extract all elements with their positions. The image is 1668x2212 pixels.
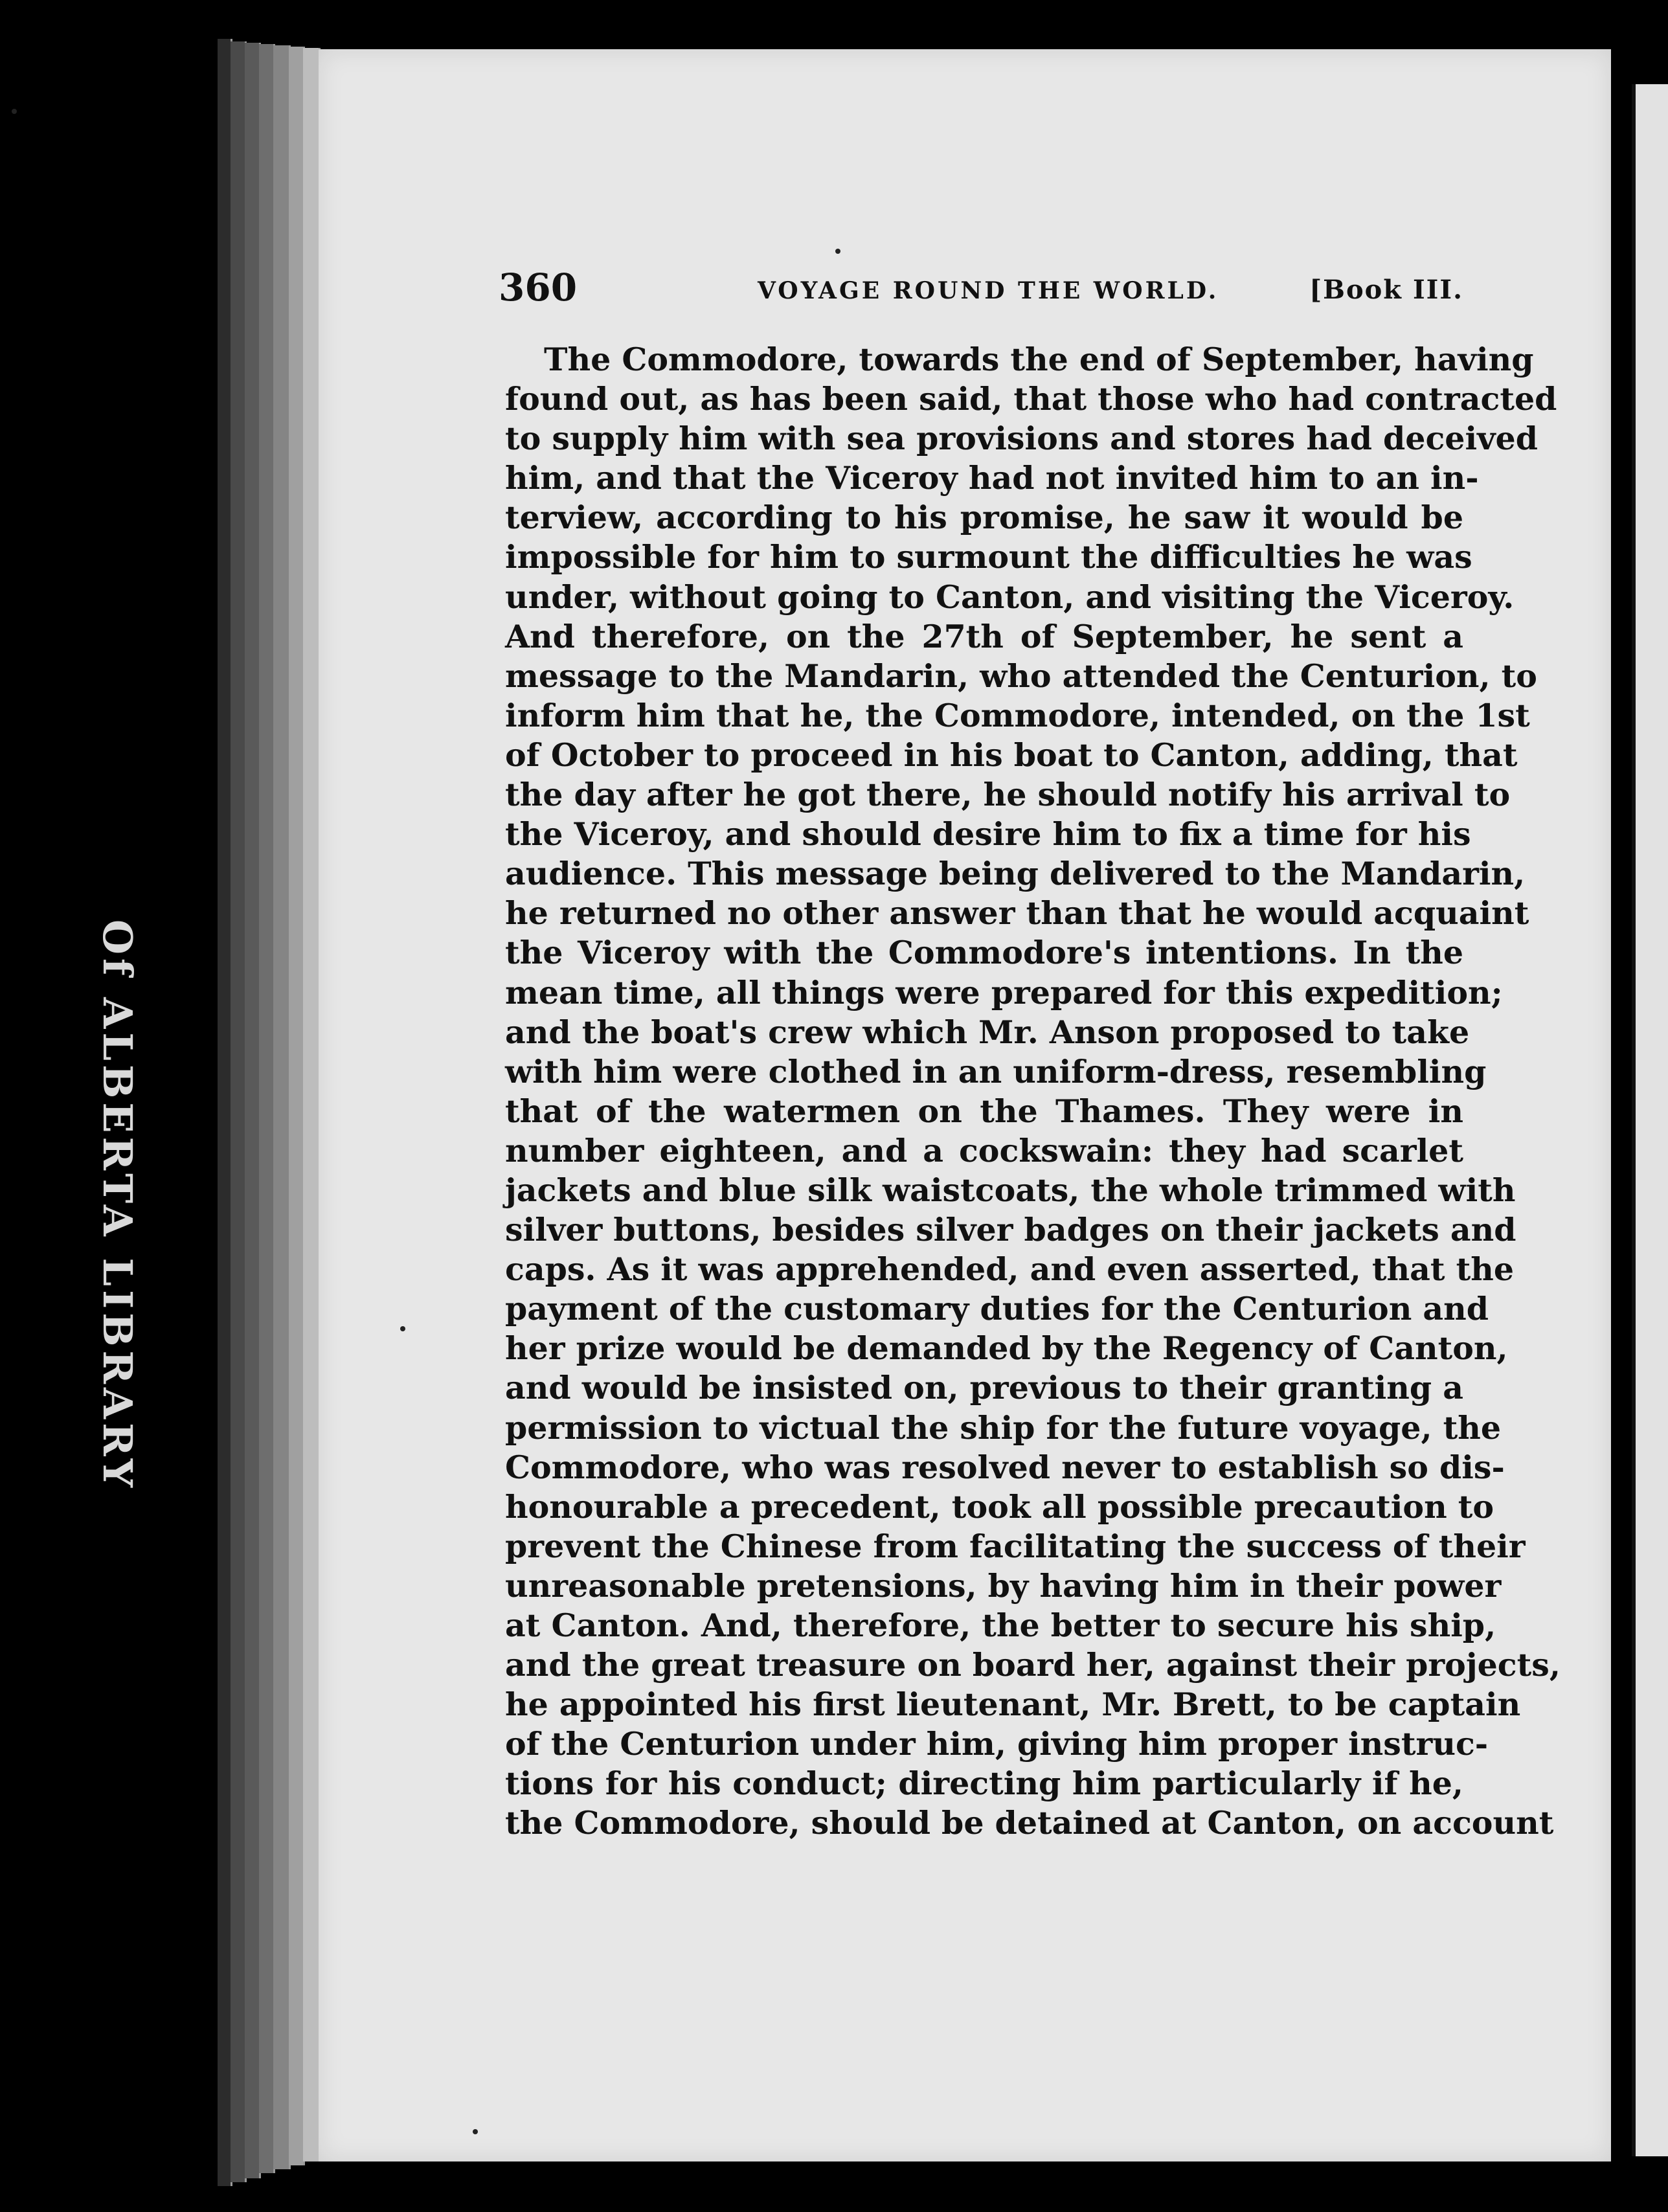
page-edge [273, 45, 291, 2169]
scan-speck [12, 109, 17, 114]
scan-speck [400, 1326, 405, 1331]
text-line: unreasonable pretensions, by having him in their power [505, 1566, 1502, 1605]
body-paragraph [505, 340, 1561, 1844]
next-page-sliver [1632, 84, 1668, 2156]
text-line: of October to proceed in his boat to Canton, adding, that [505, 736, 1518, 774]
book-section-label: [Book III. [1309, 275, 1463, 305]
text-line: silver buttons, besides silver badges on their jackets and [505, 1211, 1516, 1249]
text-line: and the great treasure on board her, against their projects, [505, 1646, 1561, 1684]
text-line: he appointed his first lieutenant, Mr. Brett, to be captain [505, 1686, 1521, 1724]
text-line: under, without going to Canton, and visiting the Viceroy. [505, 578, 1515, 616]
text-line: to supply him with sea provisions and stores had deceived [505, 420, 1538, 458]
text-line: and the boat's crew which Mr. Anson proposed to take [505, 1013, 1470, 1051]
text-line: of the Centurion under him, giving him proper instruc- [505, 1725, 1489, 1763]
text-line: jackets and blue silk waistcoats, the whole trimmed with [505, 1171, 1516, 1209]
text-line: The Commodore, towards the end of September, having [544, 341, 1534, 378]
text-line: that of the watermen on the Thames. They were in [505, 1092, 1463, 1130]
text-line: the day after he got there, he should notify his arrival to [505, 776, 1511, 814]
scan-speck [473, 2129, 478, 2134]
text-line: and would be insisted on, previous to their granting a [505, 1369, 1463, 1407]
text-line: the Commodore, should be detained at Canton, on account [505, 1804, 1554, 1842]
text-line: him, and that the Viceroy had not invited him to an in- [505, 459, 1479, 497]
text-line: honourable a precedent, took all possible precaution to [505, 1487, 1494, 1526]
text-line: payment of the customary duties for the Centurion and [505, 1290, 1489, 1328]
text-line: number eighteen, and a cockswain: they had scarlet [505, 1131, 1463, 1169]
text-line: And therefore, on the 27th of September, he sent a [505, 617, 1463, 655]
text-line: her prize would be demanded by the Regency of Canton, [505, 1329, 1508, 1368]
library-stamp: Of ALBERTA LIBRARY [94, 920, 141, 1491]
text-line: mean time, all things were prepared for this expedition; [505, 973, 1503, 1011]
text-line: message to the Mandarin, who attended the Centurion, to [505, 657, 1537, 695]
running-title: VOYAGE ROUND THE WORLD. [758, 277, 1219, 304]
text-line: permission to victual the ship for the future voyage, the [505, 1408, 1501, 1447]
text-line: found out, as has been said, that those who had contracted [505, 380, 1557, 418]
page-edge [303, 48, 321, 2161]
text-line: audience. This message being delivered to the Mandarin, [505, 855, 1526, 893]
text-line: terview, according to his promise, he saw it would be [505, 499, 1463, 537]
text-line: inform him that he, the Commodore, intended, on the 1st [505, 696, 1530, 734]
text-line: the Viceroy with the Commodore's intentions. In the [505, 934, 1463, 972]
text-line: he returned no other answer than that he would acquaint [505, 894, 1529, 932]
running-header [499, 265, 1463, 317]
text-line: caps. As it was apprehended, and even asserted, that the [505, 1250, 1515, 1289]
text-line: with him were clothed in an uniform-dress, resembling [505, 1052, 1487, 1090]
text-line: prevent the Chinese from facilitating the success of their [505, 1527, 1526, 1565]
text-line: the Viceroy, and should desire him to fix a time for his [505, 815, 1471, 853]
text-line: impossible for him to surmount the difficulties he was [505, 538, 1472, 576]
text-line: at Canton. And, therefore, the better to secure his ship, [505, 1607, 1496, 1644]
scan-speck [835, 249, 840, 254]
text-line: Commodore, who was resolved never to establish so dis- [505, 1448, 1505, 1486]
text-line: tions for his conduct; directing him particularly if he, [505, 1765, 1463, 1803]
page-number: 360 [499, 265, 578, 310]
